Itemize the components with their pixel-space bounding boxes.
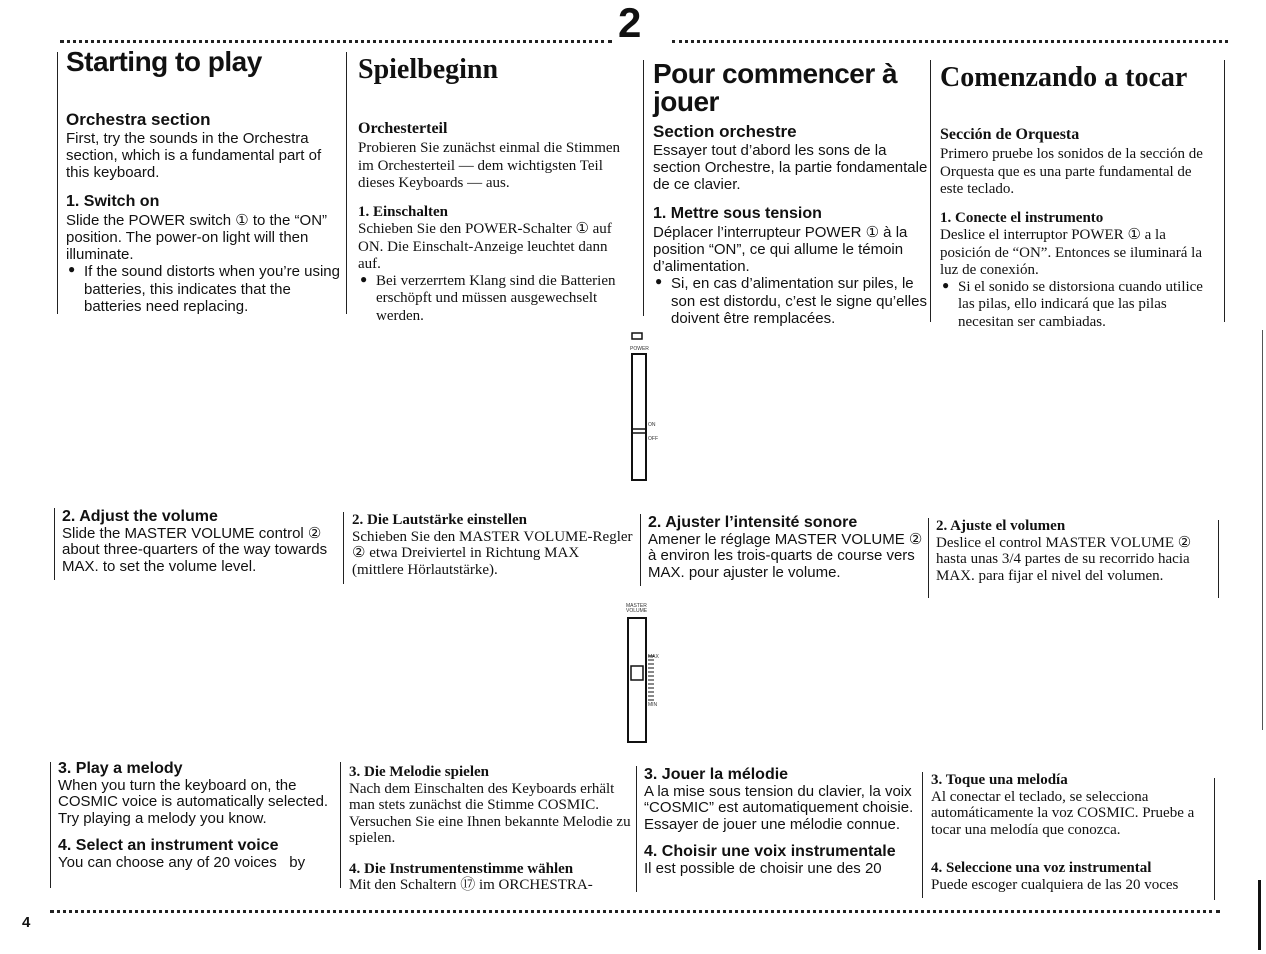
- section-heading-fr: Section orchestre: [653, 122, 797, 141]
- step4-text-de: Mit den Schaltern ⑰ im ORCHESTRA-: [349, 877, 593, 893]
- column-rule: [50, 762, 51, 888]
- volume-min-label: MIN: [648, 702, 658, 708]
- top-dotted-rule-right: [672, 40, 1228, 43]
- column-rule: [343, 512, 344, 584]
- scan-edge-mark: [1262, 330, 1263, 730]
- step1-bullet-en: ● If the sound distorts when you’re using batteries, this indicates that the batteries need replacing.: [66, 263, 342, 315]
- step1-title-fr: 1. Mettre sous tension: [653, 205, 822, 223]
- power-switch-track: [632, 354, 646, 480]
- step3-title-fr: 3. Jouer la mélodie: [644, 766, 789, 783]
- step2-text-en: Slide the MASTER VOLUME control ② about three-quarters of the way towards MAX. to set the volume level.: [62, 524, 328, 575]
- step4-text-es: Puede escoger cualquiera de las 20 voces: [931, 876, 1179, 893]
- step1-bullet-fr: ● Si, en cas d’alimentation sur piles, le son est distordu, c’est le signe qu’elles doivent être remplacées.: [653, 275, 928, 327]
- step2-en: [62, 508, 340, 575]
- chapter-number: 2: [618, 0, 642, 46]
- step4-title-es: 4. Seleccione una voz instrumental: [931, 860, 1152, 876]
- master-volume-label: MASTER VOLUME: [626, 603, 648, 614]
- title-es: Comenzando a tocar: [940, 62, 1188, 93]
- step4-title-fr: 4. Choisir une voix instrumentale: [644, 843, 896, 861]
- section-heading-es: Sección de Orquesta: [940, 126, 1080, 143]
- step3-text-en: When you turn the keyboard on, the COSMIC voice is automatically selected. Try playing a melody you know.: [58, 776, 329, 827]
- column-rule: [1224, 60, 1225, 322]
- step2-title-de: 2. Die Lautstärke einstellen: [352, 512, 527, 528]
- power-label: POWER: [630, 346, 649, 352]
- column-rule: [340, 762, 341, 888]
- step4-title-en: 4. Select an instrument voice: [58, 837, 279, 855]
- step2-text-es: Deslice el control MASTER VOLUME ② hasta unas 3/4 partes de su recorrido hacia MAX. para fijar el nivel del volumen.: [936, 534, 1192, 584]
- step2-de: [352, 512, 634, 578]
- column-rule: [1214, 778, 1215, 900]
- column-rule: [1218, 520, 1219, 598]
- intro-en: First, try the sounds in the Orchestra section, which is a fundamental part of this keyboard.: [66, 129, 322, 182]
- step4-title-de: 4. Die Instrumentenstimme wählen: [349, 860, 574, 877]
- power-indicator-light: [632, 333, 642, 339]
- top-dotted-rule-left: [60, 40, 612, 43]
- step1-title-de: 1. Einschalten: [358, 204, 449, 221]
- intro-fr: Essayer tout d’abord les sons de la section Orchestre, la partie fondamentale de ce clavier.: [653, 141, 928, 194]
- steps34-es: [931, 772, 1211, 893]
- step3-title-en: 3. Play a melody: [58, 760, 183, 777]
- step2-title-fr: 2. Ajuster l’intensité sonore: [648, 514, 858, 531]
- step3-title-es: 3. Toque una melodía: [931, 772, 1068, 788]
- column-rule: [922, 772, 923, 898]
- step3-text-de: Nach dem Einschalten des Keyboards erhält man stets zunächst die Stimme COSMIC. Versuchen Sie eine Ihnen bekannte Melodie zu spielen.: [349, 780, 631, 846]
- column-rule: [640, 514, 641, 586]
- column-french-top: [653, 60, 928, 327]
- step2-title-es: 2. Ajuste el volumen: [936, 518, 1066, 534]
- steps34-de: [349, 764, 631, 894]
- page-number: 4: [22, 914, 31, 931]
- step1-bullet-es: ● Si el sonido se distorsiona cuando utilice las pilas, ello indicará que las pilas necesitan ser cambiadas.: [940, 279, 1218, 331]
- step4-text-en: You can choose any of 20 voices by: [58, 853, 306, 871]
- step3-title-de: 3. Die Melodie spielen: [349, 764, 489, 780]
- bottom-dotted-rule: [50, 910, 1220, 913]
- column-rule: [930, 60, 931, 322]
- section-heading-de: Orchesterteil: [358, 120, 448, 137]
- intro-de: Probieren Sie zunächst einmal die Stimmen im Orchesterteil — dem wichtigsten Teil dieses Keyboards — aus.: [358, 140, 621, 191]
- column-rule: [636, 766, 637, 892]
- step1-bullet-de: ● Bei verzerrtem Klang sind die Batterien erschöpft und müssen ausgewechselt werden.: [358, 273, 634, 325]
- step1-text-es: Deslice el interruptor POWER ① a la posición de “ON”. Entonces se iluminará la luz de conexión.: [940, 227, 1203, 278]
- step2-es: [936, 518, 1214, 584]
- title-fr: Pour commencer à jouer: [653, 58, 898, 117]
- intro-es: Primero pruebe los sonidos de la sección de Orquesta que es una parte fundamental de este teclado.: [940, 146, 1203, 197]
- steps34-fr: [644, 766, 920, 877]
- column-rule: [928, 518, 929, 598]
- step2-text-de: Schieben Sie den MASTER VOLUME-Regler ② etwa Dreiviertel in Richtung MAX (mittlere Hörlautstärke).: [352, 528, 633, 578]
- step1-text-fr: Déplacer l’interrupteur POWER ① à la position “ON”, ce qui allume le témoin d’alimentation.: [653, 223, 908, 276]
- column-english-top: [66, 48, 342, 315]
- master-volume-slider-illustration: [624, 612, 664, 746]
- step1-text-de: Schieben Sie den POWER-Schalter ① auf ON. Die Einschalt-Anzeige leuchtet dann auf.: [358, 221, 612, 272]
- step2-text-fr: Amener le réglage MASTER VOLUME ② à environ les trois-quarts de course vers MAX. pour ajuster le volume.: [648, 530, 923, 581]
- column-german-top: [358, 56, 634, 325]
- power-switch-illustration: [624, 330, 664, 485]
- step3-text-fr: A la mise sous tension du clavier, la voix “COSMIC” est automatiquement choisie. Essayer de jouer une mélodie connue.: [644, 782, 914, 833]
- column-rule: [54, 508, 55, 580]
- volume-max-label: MAX: [648, 654, 659, 660]
- step3-text-es: Al conectar el teclado, se selecciona automáticamente la voz COSMIC. Pruebe a tocar una melodía que conozca.: [931, 788, 1195, 838]
- power-on-label: ON: [648, 422, 656, 428]
- steps34-en: [58, 760, 336, 871]
- column-rule: [346, 52, 347, 314]
- step2-fr: [648, 514, 924, 581]
- step1-text-en: Slide the POWER switch ① to the “ON” position. The power-on light will then illuminate.: [66, 211, 328, 264]
- step1-title-es: 1. Conecte el instrumento: [940, 210, 1104, 227]
- column-rule: [57, 52, 58, 314]
- power-off-label: OFF: [648, 436, 658, 442]
- scan-edge-mark: [1258, 880, 1261, 950]
- step4-text-fr: Il est possible de choisir une des 20: [644, 859, 882, 877]
- column-spanish-top: [940, 64, 1218, 331]
- column-rule: [643, 60, 644, 316]
- step2-title-en: 2. Adjust the volume: [62, 508, 218, 525]
- title-en: Starting to play: [66, 46, 262, 77]
- step1-title-en: 1. Switch on: [66, 193, 160, 211]
- section-heading-en: Orchestra section: [66, 110, 211, 129]
- title-de: Spielbeginn: [358, 54, 499, 85]
